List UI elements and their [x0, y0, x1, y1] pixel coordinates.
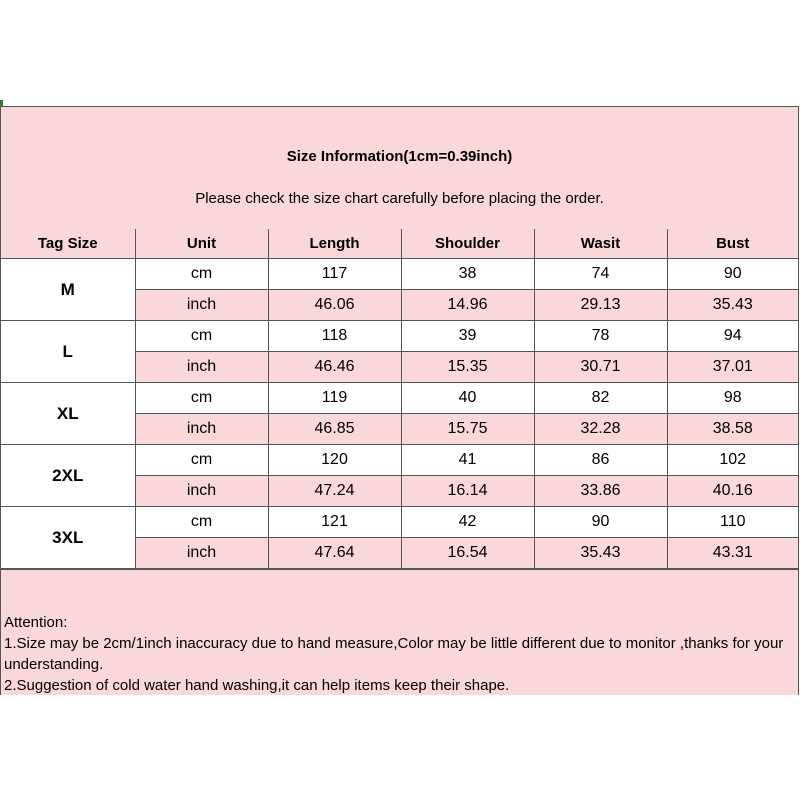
- waist-cell: 33.86: [534, 476, 667, 507]
- column-header-bust: Bust: [667, 229, 798, 259]
- waist-cell: 90: [534, 507, 667, 538]
- notice-band: [1, 169, 798, 230]
- length-cell: 118: [268, 321, 401, 352]
- column-header-tag-size: Tag Size: [1, 229, 135, 259]
- size-label: L: [1, 321, 135, 383]
- bust-cell: 35.43: [667, 290, 798, 321]
- table-row: [1, 507, 798, 538]
- shoulder-cell: 15.75: [401, 414, 534, 445]
- length-cell: 46.85: [268, 414, 401, 445]
- column-header-shoulder: Shoulder: [401, 229, 534, 259]
- bust-cell: 98: [667, 383, 798, 414]
- waist-cell: 35.43: [534, 538, 667, 569]
- attention-heading: Attention:: [4, 614, 68, 631]
- waist-cell: 78: [534, 321, 667, 352]
- unit-cell: cm: [135, 383, 268, 414]
- column-header-unit: Unit: [135, 229, 268, 259]
- table-row: [1, 383, 798, 414]
- length-cell: 47.24: [268, 476, 401, 507]
- shoulder-cell: 39: [401, 321, 534, 352]
- column-header-waist: Wasit: [534, 229, 667, 259]
- bust-cell: 94: [667, 321, 798, 352]
- length-cell: 47.64: [268, 538, 401, 569]
- length-cell: 120: [268, 445, 401, 476]
- table-header-row: [1, 229, 798, 259]
- unit-cell: cm: [135, 259, 268, 290]
- shoulder-cell: 42: [401, 507, 534, 538]
- length-cell: 46.46: [268, 352, 401, 383]
- size-label: M: [1, 259, 135, 321]
- length-cell: 119: [268, 383, 401, 414]
- unit-cell: inch: [135, 538, 268, 569]
- shoulder-cell: 15.35: [401, 352, 534, 383]
- title-band: [1, 107, 798, 170]
- unit-cell: inch: [135, 352, 268, 383]
- size-table: [1, 229, 798, 569]
- length-cell: 117: [268, 259, 401, 290]
- unit-cell: cm: [135, 445, 268, 476]
- length-cell: 46.06: [268, 290, 401, 321]
- shoulder-cell: 16.14: [401, 476, 534, 507]
- column-header-length: Length: [268, 229, 401, 259]
- shoulder-cell: 38: [401, 259, 534, 290]
- bust-cell: 102: [667, 445, 798, 476]
- waist-cell: 82: [534, 383, 667, 414]
- table-row: [1, 259, 798, 290]
- unit-cell: cm: [135, 507, 268, 538]
- waist-cell: 32.28: [534, 414, 667, 445]
- unit-cell: inch: [135, 414, 268, 445]
- size-label: XL: [1, 383, 135, 445]
- shoulder-cell: 16.54: [401, 538, 534, 569]
- attention-band: [1, 569, 798, 695]
- waist-cell: 74: [534, 259, 667, 290]
- bust-cell: 40.16: [667, 476, 798, 507]
- attention-note-2: 2.Suggestion of cold water hand washing,it can help items keep their shape.: [4, 677, 510, 694]
- table-row: [1, 321, 798, 352]
- waist-cell: 29.13: [534, 290, 667, 321]
- shoulder-cell: 41: [401, 445, 534, 476]
- attention-note-1: 1.Size may be 2cm/1inch inaccuracy due to hand measure,Color may be little different due to monitor ,thanks for your understanding.: [4, 635, 784, 673]
- page-title: Size Information(1cm=0.39inch): [286, 148, 513, 165]
- size-label: 3XL: [1, 507, 135, 569]
- waist-cell: 86: [534, 445, 667, 476]
- unit-cell: cm: [135, 321, 268, 352]
- unit-cell: inch: [135, 290, 268, 321]
- length-cell: 121: [268, 507, 401, 538]
- order-notice: Please check the size chart carefully before placing the order.: [195, 190, 604, 207]
- bust-cell: 38.58: [667, 414, 798, 445]
- shoulder-cell: 14.96: [401, 290, 534, 321]
- size-label: 2XL: [1, 445, 135, 507]
- unit-cell: inch: [135, 476, 268, 507]
- attention-notes: [4, 612, 792, 696]
- table-row: [1, 445, 798, 476]
- bust-cell: 90: [667, 259, 798, 290]
- shoulder-cell: 40: [401, 383, 534, 414]
- waist-cell: 30.71: [534, 352, 667, 383]
- bust-cell: 110: [667, 507, 798, 538]
- bust-cell: 37.01: [667, 352, 798, 383]
- size-chart-sheet: [0, 106, 799, 695]
- bust-cell: 43.31: [667, 538, 798, 569]
